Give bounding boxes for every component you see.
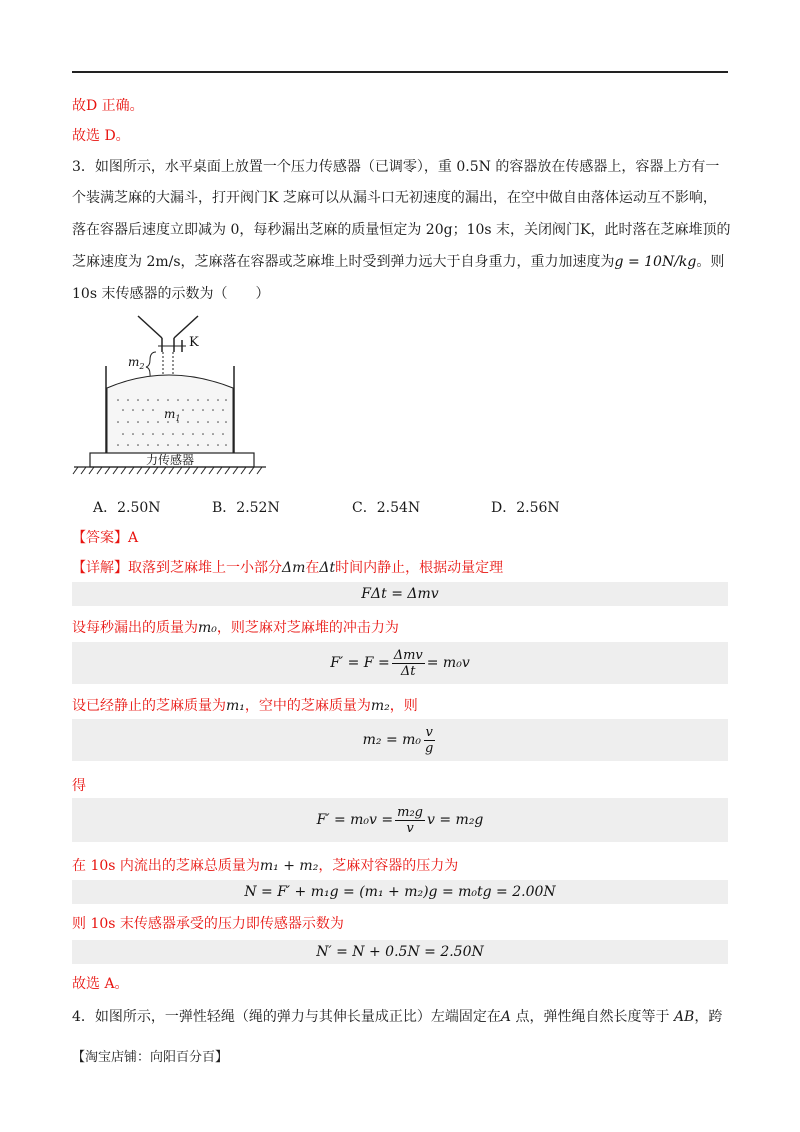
answer-label: 【答案】: [72, 530, 128, 546]
question-line-2: 个装满芝麻的大漏斗，打开阀门K 芝麻可以从漏斗口无初速度的漏出，在空中做自由落体运动互不影响，: [72, 190, 717, 206]
equation-2: F′ = F = $\frac{\text{Δmv}}{\Delta t}$ = m₀v: [72, 642, 728, 684]
prev-line-2: 故选 D。: [72, 128, 130, 144]
equation-5: N = F′ + m₁g = (m₁ + m₂)g = m₀tg = 2.00N: [72, 880, 728, 904]
equation-4: F′ = m₀v = $\frac{\text{m₂g}}{v}$ v = m₂g: [72, 798, 728, 842]
figure-sensor-funnel: [70, 310, 270, 480]
question-l4-text: 芝麻速度为 2m/s，芝麻落在容器或芝麻堆上时受到弹力远大于自身重力，重力加速度为: [72, 254, 615, 270]
detail-label: 【详解】: [72, 560, 128, 576]
prev-line-1: 故D 正确。: [72, 98, 144, 114]
solution-step-1: 【详解】取落到芝麻堆上一小部分Δm在Δt时间内静止，根据动量定理: [72, 560, 504, 576]
solution-step-3: 设已经静止的芝麻质量为m₁，空中的芝麻质量为m₂，则: [72, 698, 418, 714]
equation-1: FΔt = Δmv: [72, 582, 728, 606]
choice-a[interactable]: A．2.50N: [93, 500, 161, 516]
answer-value: A: [128, 530, 139, 546]
next-question-line: 4．如图所示，一弹性轻绳（绳的弹力与其伸长量成正比）左端固定在A 点，弹性绳自然长度等于 AB，跨: [72, 1009, 723, 1025]
question-line-3: 落在容器后速度立即减为 0，每秒漏出芝麻的质量恒定为 20g；10s 末，关闭阀门K，此时落在芝麻堆顶的: [72, 222, 731, 238]
question-line-1: 3．如图所示，水平桌面上放置一个压力传感器（已调零），重 0.5N 的容器放在传感器上，容器上方有一: [72, 159, 720, 175]
m1-label: $m_1$: [164, 407, 181, 423]
header-rule: [72, 71, 728, 73]
choice-b[interactable]: B．2.52N: [212, 500, 280, 516]
solution-step-5: 在 10s 内流出的芝麻总质量为m₁ + m₂，芝麻对容器的压力为: [72, 858, 459, 874]
equation-6: N′ = N + 0.5N = 2.50N: [72, 940, 728, 964]
conclusion: 故选 A。: [72, 976, 129, 992]
choice-c[interactable]: C．2.54N: [352, 500, 421, 516]
gravity-value: g = 10N/kg: [614, 254, 697, 270]
solution-step-6: 则 10s 末传感器承受的压力即传感器示数为: [72, 916, 344, 932]
footer-shop: 【淘宝店铺：向阳百分百】: [72, 1050, 229, 1065]
sensor-label: 力传感器: [145, 453, 195, 467]
choice-d[interactable]: D．2.56N: [491, 500, 560, 516]
solution-step-2: 设每秒漏出的质量为m₀，则芝麻对芝麻堆的冲击力为: [72, 620, 399, 636]
question-l4-end: 。则: [696, 254, 725, 270]
question-line-5: 10s 末传感器的示数为（ ）: [72, 286, 270, 302]
valve-label: K: [189, 335, 199, 350]
question-line-4: [72, 252, 728, 272]
equation-3: m₂ = m₀ $\frac{v}{g}$: [72, 719, 728, 761]
answer-line: [72, 528, 728, 548]
solution-step-4: 得: [72, 778, 86, 794]
m2-label: $m_2$: [128, 355, 145, 371]
